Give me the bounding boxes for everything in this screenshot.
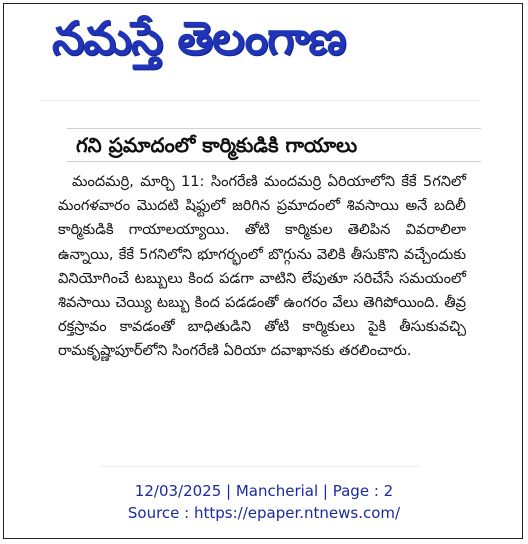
source-link[interactable]: Source : https://epaper.ntnews.com/	[127, 504, 401, 522]
newspaper-masthead-logo: నమస్తే తెలంగాణ	[52, 11, 346, 65]
article-paragraph: మందమర్రి, మార్చి 11: సింగరేణి మందమర్రి ఏరియాలోని కేకే 5గనిలో మంగళవారం మొదటి షిఫ్టులో జరిగిన ప్రమాదంలో శివసాయి అనే బదిలీ కార్మికుడికి గాయాలయ్యాయి. తోటి కార్మికుల తెలిపిన వివరాలిలా ఉన్నాయి, కేకే 5గనిలోని భూగర్భంలో బొగ్గును వెలికి తీసుకొని వచ్చేందుకు వినియోగించే టబ్బులు కింద పడగా వాటిని లేపుతూ సరిచేసే సమయంలో శివసాయి చెయ్యి టబ్బు కింద పడడంతో ఉంగరం వేలు తెగిపోయింది. తీవ్ర రక్తస్రావం కావడంతో బాధితుడిని తోటి కార్మికులు పైకి తీసుకువచ్చి రామకృష్ణాపూర్‌లోని సింగరేణి ఏరియా దవాఖానకు తరలించారు.	[58, 173, 466, 360]
masthead-divider	[40, 100, 480, 101]
edition-info: 12/03/2025 | Mancherial | Page : 2	[134, 482, 394, 500]
article-end-divider	[100, 466, 420, 467]
article-headline: గని ప్రమాదంలో కార్మికుడికి గాయాలు	[76, 133, 358, 157]
article-body	[58, 170, 466, 364]
source-footer	[0, 480, 528, 524]
